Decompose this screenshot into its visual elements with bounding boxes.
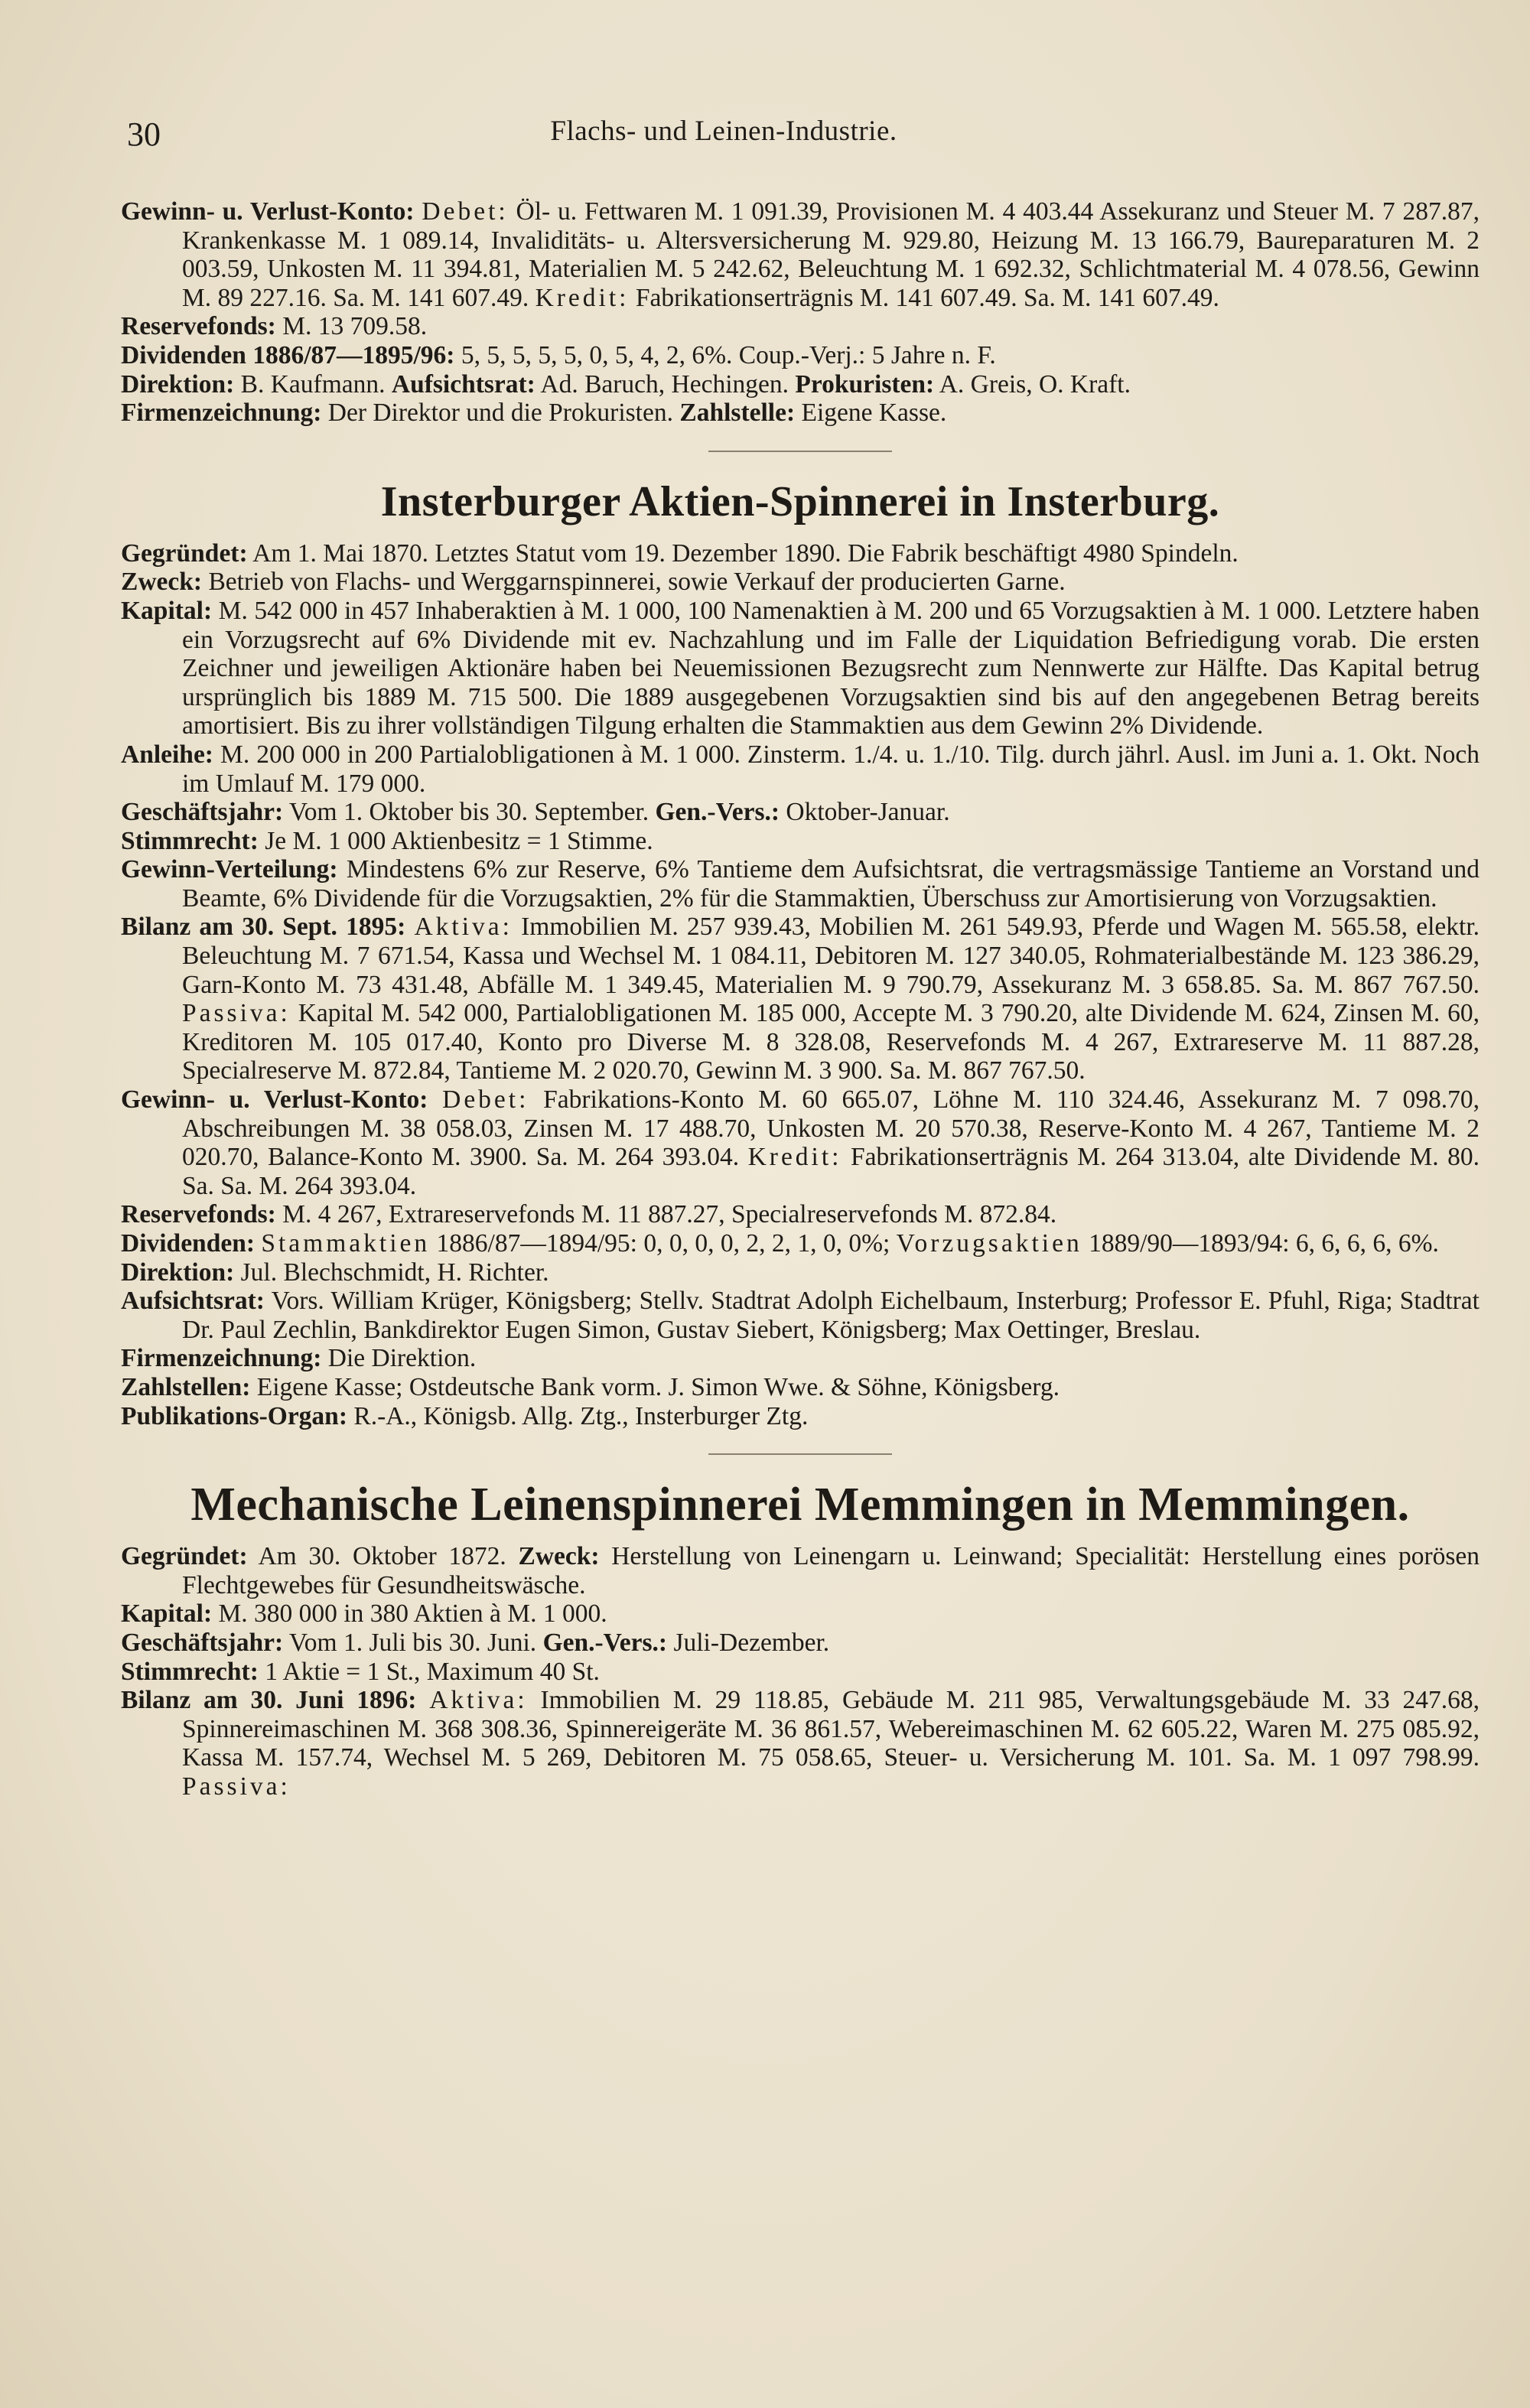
direktion-entry: Direktion: B. Kaufmann. Aufsichtsrat: Ad. Baruch, Hechingen. Prokuristen: A. Greis, O. Kraft. [121,369,1131,399]
company-title: Insterburger Aktien-Spinnerei in Insterburg. [380,477,1220,526]
stimmrecht-entry: Stimmrecht: 1 Aktie = 1 St., Maximum 40 St. [121,1657,600,1686]
firmenzeichnung-entry: Firmenzeichnung: Der Direktor und die Prokuristen. Zahlstelle: Eigene Kasse. [121,399,947,428]
geschaeftsjahr-entry: Geschäftsjahr: Vom 1. Oktober bis 30. September. Gen.-Vers.: Oktober-Januar. [121,798,950,827]
page-header [127,115,1320,161]
company-title: Mechanische Leinenspinnerei Memmingen in Memmingen. [190,1479,1410,1531]
publikations-organ-entry: Publikations-Organ: R.-A., Königsb. Allg. Ztg., Insterburger Ztg. [121,1401,809,1430]
direktion-entry: Direktion: Jul. Blechschmidt, H. Richter. [121,1258,549,1287]
text-column [121,197,1480,1801]
dividenden-entry: Dividenden 1886/87—1895/96: 5, 5, 5, 5, 5, 0, 5, 4, 2, 6%. Coup.-Verj.: 5 Jahre n. F. [121,340,996,369]
reservefonds-entry: Reservefonds: M. 13 709.58. [121,312,428,341]
section-divider [708,451,892,452]
page-number: 30 [127,116,161,153]
zahlstellen-entry: Zahlstellen: Eigene Kasse; Ostdeutsche Bank vorm. J. Simon Wwe. & Söhne, Königsberg. [121,1372,1060,1401]
bilanz-entry: Bilanz am 30. Sept. 1895: Aktiva: Immobilien M. 257 939.43, Mobilien M. 261 549.93, Pferde und Wagen M. 565.58, elektr. Beleuchtung M. 7 671.54, Kassa und Wechsel M. 1 084.11, Debitoren M. 127 340.05, Rohmaterialbestände M. 123 386.29, Garn-Konto M. 73 431.48, Abfälle M. 1 349.45, Materialien M. 9 790.79, Assekuranz M. 3 658.85. Sa. M. 867 767.50. Passiva: Kapital M. 542 000, Partialobligationen M. 185 000, Accepte M. 3 790.20, alte Dividende M. 624, Zinsen M. 60, Kreditoren M. 105 017.40, Konto pro Diverse M. 8 328.08, Reservefonds M. 4 267, Extrareserve M. 11 887.28, Specialreserve M. 872.84, Tantieme M. 2 020.70, Gewinn M. 3 900. Sa. M. 867 767.50. [121,913,1480,1085]
bilanz-entry: Bilanz am 30. Juni 1896: Aktiva: Immobilien M. 29 118.85, Gebäude M. 211 985, Verwaltungsgebäude M. 33 247.68, Spinnereimaschinen M. 368 308.36, Spinnereigeräte M. 36 861.57, Webereimaschinen M. 62 605.22, Waren M. 275 085.92, Kassa M. 157.74, Wechsel M. 5 269, Debitoren M. 75 058.65, Steuer- u. Versicherung M. 101. Sa. M. 1 097 798.99. Passiva: [121,1686,1480,1801]
anleihe-entry: Anleihe: M. 200 000 in 200 Partialobligationen à M. 1 000. Zinsterm. 1./4. u. 1./10. Tilg. durch jährl. Ausl. im Juni a. 1. Okt. Noch im Umlauf M. 179 000. [121,740,1480,798]
gewinn-verlust-konto-entry: Gewinn- u. Verlust-Konto: Debet: Öl- u. Fettwaren M. 1 091.39, Provisionen M. 4 403.44 Assekuranz und Steuer M. 7 287.87, Krankenkasse M. 1 089.14, Invaliditäts- u. Altersversicherung M. 929.80, Heizung M. 13 166.79, Baureparaturen M. 2 003.59, Unkosten M. 11 394.81, Materialien M. 5 242.62, Beleuchtung M. 1 692.32, Schlichtmaterial M. 4 078.56, Gewinn M. 89 227.16. Sa. M. 141 607.49. Kredit: Fabrikationserträgnis M. 141 607.49. Sa. M. 141 607.49. [121,197,1480,312]
kapital-entry: Kapital: M. 542 000 in 457 Inhaberaktien à M. 1 000, 100 Namenaktien à M. 200 und 65 Vorzugsaktien à M. 1 000. Letztere haben ein Vorzugsrecht auf 6% Dividende mit ev. Nachzahlung und im Falle der Liquidation Befriedigung vorab. Die ersten Zeichner und jeweiligen Aktionäre haben bei Neuemissionen Bezugsrecht zum Nennwerte zur Hälfte. Das Kapital betrug ursprünglich bis 1889 M. 715 500. Die 1889 ausgegebenen Vorzugsaktien sind bis auf den angegebenen Betrag bereits amortisiert. Bis zu ihrer vollständigen Tilgung erhalten die Stammaktien aus dem Gewinn 2% Dividende. [121,596,1480,740]
kapital-entry: Kapital: M. 380 000 in 380 Aktien à M. 1 000. [121,1599,607,1629]
firmenzeichnung-entry: Firmenzeichnung: Die Direktion. [121,1344,477,1373]
gegruendet-entry: Gegründet: Am 1. Mai 1870. Letztes Statut vom 19. Dezember 1890. Die Fabrik beschäftigt 4980 Spindeln. [121,539,1239,568]
reservefonds-entry: Reservefonds: M. 4 267, Extrareservefonds M. 11 887.27, Specialreservefonds M. 872.84. [121,1200,1057,1229]
section-previous-company [121,197,1480,428]
stimmrecht-entry: Stimmrecht: Je M. 1 000 Aktienbesitz = 1 Stimme. [121,826,653,855]
dividenden-entry: Dividenden: Stammaktien 1886/87—1894/95: 0, 0, 0, 0, 2, 2, 1, 0, 0%; Vorzugsaktien 1889/90—1893/94: 6, 6, 6, 6, 6%. [121,1229,1439,1258]
gewinn-verlust-konto-entry: Gewinn- u. Verlust-Konto: Debet: Fabrikations-Konto M. 60 665.07, Löhne M. 110 324.46, Assekuranz M. 7 098.70, Abschreibungen M. 38 058.03, Zinsen M. 17 488.70, Unkosten M. 20 570.38, Reserve-Konto M. 4 267, Tantieme M. 2 020.70, Balance-Konto M. 3900. Sa. M. 264 393.04. Kredit: Fabrikationserträgnis M. 264 313.04, alte Dividende M. 80. Sa. Sa. M. 264 393.04. [121,1085,1480,1200]
section-insterburger-aktien-spinnerei [121,475,1480,1430]
geschaeftsjahr-entry: Geschäftsjahr: Vom 1. Juli bis 30. Juni. Gen.-Vers.: Juli-Dezember. [121,1628,830,1657]
section-divider [708,1453,892,1455]
zweck-entry: Zweck: Betrieb von Flachs- und Werggarnspinnerei, sowie Verkauf der producierten Garne. [121,568,1066,597]
section-leinenspinnerei-memmingen [121,1478,1480,1801]
running-title: Flachs- und Leinen-Industrie. [550,116,897,147]
gegruendet-entry: Gegründet: Am 30. Oktober 1872. Zweck: Herstellung von Leinengarn u. Leinwand; Specialität: Herstellung eines porösen Flechtgewebes für Gesundheitswäsche. [121,1542,1480,1599]
gewinn-verteilung-entry: Gewinn-Verteilung: Mindestens 6% zur Reserve, 6% Tantieme dem Aufsichtsrat, die vertragsmässige Tantieme an Vorstand und Beamte, 6% Dividende für die Vorzugsaktien, 2% für die Stammaktien, Überschuss zur Amortisierung von Vorzugsaktien. [121,855,1480,913]
aufsichtsrat-entry: Aufsichtsrat: Vors. William Krüger, Königsberg; Stellv. Stadtrat Adolph Eichelbaum, Insterburg; Professor E. Pfuhl, Riga; Stadtrat Dr. Paul Zechlin, Bankdirektor Eugen Simon, Gustav Siebert, Königsberg; Max Oettinger, Breslau. [121,1287,1480,1344]
